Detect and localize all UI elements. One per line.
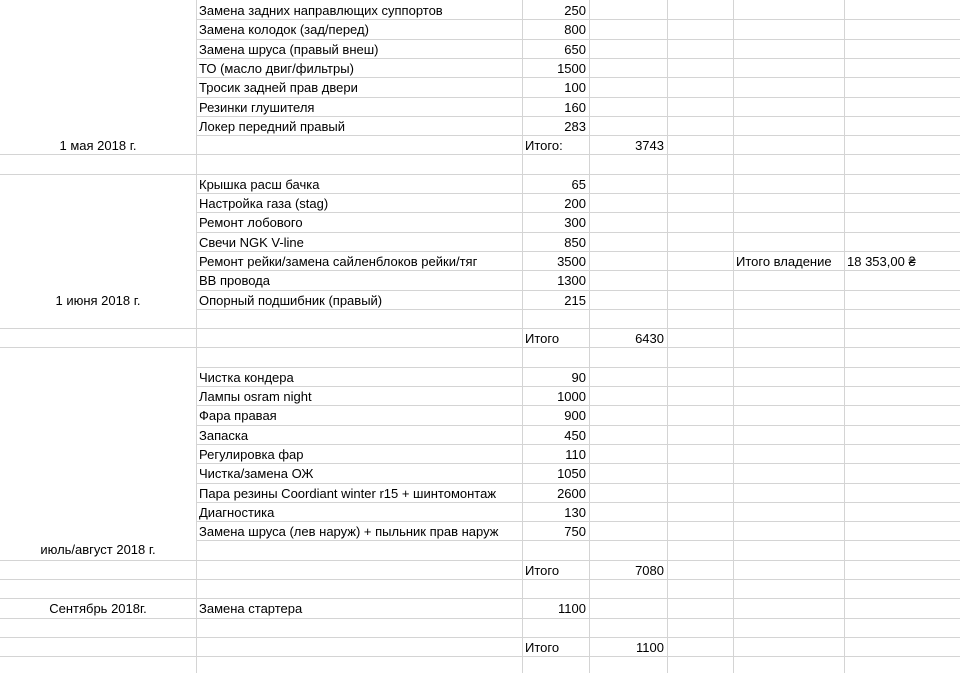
table-row (0, 117, 960, 136)
desc-cell[interactable]: Резинки глушителя (199, 100, 315, 115)
amount-cell[interactable]: 800 (564, 22, 586, 37)
amount-cell[interactable]: 110 (565, 447, 586, 462)
table-row (0, 40, 960, 59)
extra-value-cell[interactable]: 18 353,00 ₴ (847, 254, 916, 269)
desc-cell[interactable]: Тросик задней прав двери (199, 80, 358, 95)
amount-cell[interactable]: 1050 (557, 466, 586, 481)
table-row (0, 561, 960, 580)
amount-cell[interactable]: 100 (564, 80, 586, 95)
amount-cell[interactable]: 1300 (557, 273, 586, 288)
amount-cell[interactable]: 160 (564, 100, 586, 115)
date-cell[interactable]: 1 июня 2018 г. (55, 293, 141, 308)
table-row (0, 194, 960, 213)
amount-cell[interactable]: 2600 (557, 486, 586, 501)
table-row (0, 387, 960, 406)
desc-cell[interactable]: Пара резины Coordiant winter r15 + шинтомонтаж (199, 486, 497, 501)
desc-cell[interactable]: Свечи NGK V-line (199, 235, 304, 250)
total-label-cell[interactable]: Итого (525, 563, 560, 578)
desc-cell[interactable]: Запаска (199, 428, 249, 443)
amount-cell[interactable]: 1500 (557, 61, 586, 76)
table-row (0, 136, 960, 155)
table-row (0, 78, 960, 97)
amount-cell[interactable]: 215 (564, 293, 586, 308)
desc-cell[interactable]: ВВ провода (199, 273, 270, 288)
table-row (0, 59, 960, 78)
desc-cell[interactable]: Замена колодок (зад/перед) (199, 22, 369, 37)
table-row (0, 252, 960, 271)
desc-cell[interactable]: Чистка/замена ОЖ (199, 466, 314, 481)
amount-cell[interactable]: 900 (564, 408, 586, 423)
amount-cell[interactable]: 90 (571, 370, 586, 385)
total-label-cell[interactable]: Итого (525, 331, 560, 346)
amount-cell[interactable]: 300 (564, 215, 586, 230)
amount-cell[interactable]: 1000 (557, 389, 586, 404)
desc-cell[interactable]: Локер передний правый (199, 119, 346, 134)
total-label-cell[interactable]: Итого (525, 640, 560, 655)
desc-cell[interactable]: Замена стартера (199, 601, 303, 616)
table-row (0, 20, 960, 39)
amount-cell[interactable]: 200 (564, 196, 586, 211)
desc-cell[interactable]: Регулировка фар (199, 447, 304, 462)
amount-cell[interactable]: 850 (564, 235, 586, 250)
desc-cell[interactable]: Замена шруса (правый внеш) (199, 42, 379, 57)
desc-cell[interactable]: Замена задних направлющих суппортов (199, 3, 443, 18)
table-row (0, 271, 960, 290)
amount-cell[interactable]: 1100 (558, 601, 586, 616)
desc-cell[interactable]: Замена шруса (лев наруж) + пыльник прав наруж (199, 524, 499, 539)
table-row (0, 445, 960, 464)
table-row (0, 329, 960, 348)
table-row (0, 522, 960, 541)
table-row (0, 233, 960, 252)
total-cell[interactable]: 6430 (635, 331, 664, 346)
desc-cell[interactable]: Лампы osram night (199, 389, 312, 404)
table-row (0, 213, 960, 232)
date-cell[interactable]: Сентябрь 2018г. (49, 601, 147, 616)
desc-cell[interactable]: Фара правая (199, 408, 277, 423)
amount-cell[interactable]: 283 (564, 119, 586, 134)
extra-label-cell[interactable]: Итого владение (736, 254, 832, 269)
amount-cell[interactable]: 250 (564, 3, 586, 18)
table-row (0, 1, 960, 20)
table-row (0, 484, 960, 503)
total-cell[interactable]: 7080 (635, 563, 664, 578)
total-cell[interactable]: 1100 (636, 640, 664, 655)
desc-cell[interactable]: Настройка газа (stag) (199, 196, 329, 211)
desc-cell[interactable]: Ремонт рейки/замена сайленблоков рейки/тяг (199, 254, 478, 269)
desc-cell[interactable]: Опорный подшибник (правый) (199, 293, 383, 308)
total-label-cell[interactable]: Итого: (525, 138, 563, 153)
desc-cell[interactable]: Крышка расш бачка (199, 177, 320, 192)
amount-cell[interactable]: 750 (564, 524, 586, 539)
desc-cell[interactable]: ТО (масло двиг/фильтры) (199, 61, 354, 76)
total-cell[interactable]: 3743 (635, 138, 664, 153)
table-row (0, 426, 960, 445)
table-row (0, 291, 960, 310)
table-row (0, 599, 960, 618)
table-row (0, 368, 960, 387)
table-row (0, 406, 960, 425)
desc-cell[interactable]: Чистка кондера (199, 370, 294, 385)
amount-cell[interactable]: 130 (564, 505, 586, 520)
row-gridline (0, 618, 960, 619)
desc-cell[interactable]: Ремонт лобового (199, 215, 303, 230)
amount-cell[interactable]: 3500 (557, 254, 586, 269)
desc-cell[interactable]: Диагностика (199, 505, 275, 520)
amount-cell[interactable]: 65 (571, 177, 586, 192)
date-cell[interactable]: 1 мая 2018 г. (59, 138, 137, 153)
amount-cell[interactable]: 450 (564, 428, 586, 443)
table-row (0, 503, 960, 522)
table-row (0, 175, 960, 194)
table-row (0, 464, 960, 483)
table-row (0, 98, 960, 117)
amount-cell[interactable]: 650 (564, 42, 586, 57)
table-row (0, 638, 960, 657)
date-cell[interactable]: июль/август 2018 г. (40, 542, 156, 557)
